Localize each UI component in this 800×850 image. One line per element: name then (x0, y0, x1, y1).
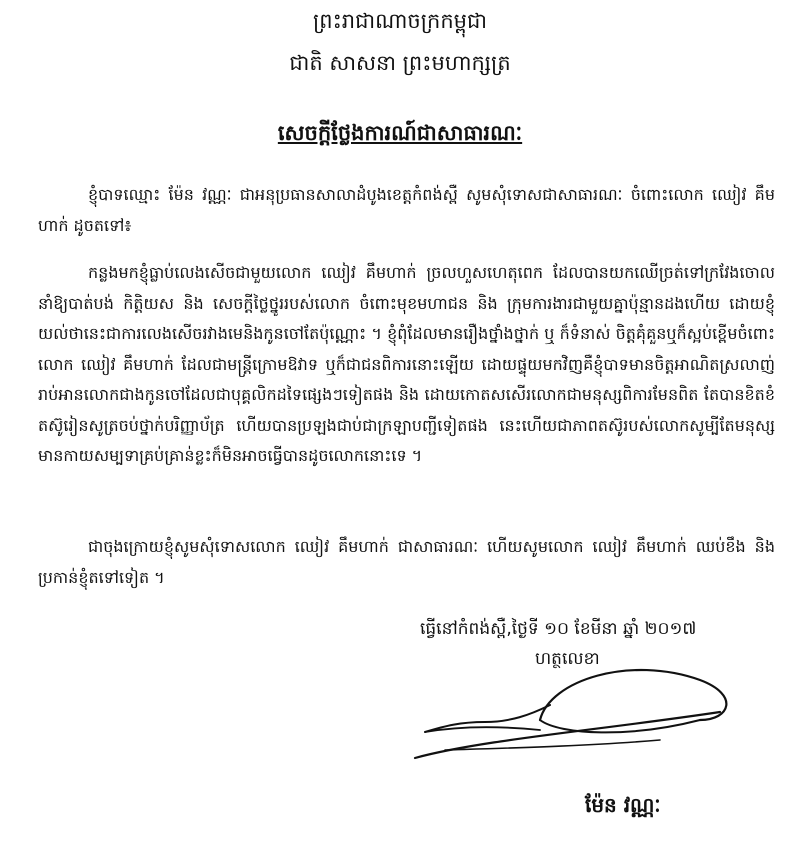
kingdom-heading: ព្រះរាជាណាចក្រកម្ពុជា (312, 9, 487, 33)
paragraph-intro: ខ្ញុំបាទឈ្មោះ ម៉ែន វណ្ណៈ ជាអនុប្រធានសាលាដំបូងខេត្តកំពង់ស្ពឺ សូមសុំទោសជាសាធារណៈ ចំពោះលោក ឈៀវ គឹមហាក់ ដូចតទៅ៖ (38, 185, 775, 235)
place-and-date: ធ្វើនៅកំពង់ស្ពឺ,ថ្ងៃទី ១០ ខែមីនា ឆ្នាំ ២០១៧ (420, 619, 697, 639)
paragraph-body: កន្លងមកខ្ញុំធ្លាប់លេងសើចជាមួយលោក ឈៀវ គឹមហាក់ ច្រលហួសហេតុពេក ដែលបានយកឈើច្រត់ទៅក្រវែងចោល នាំឱ្យបាត់បង់ កិត្តិយស និង សេចក្តីថ្លៃថ្នូររបស់លោក ចំពោះមុខមហាជន និង ក្រុមការងារជាមួយគ្នាប៉ុន្មានដងហើយ ដោយខ្ញុំយល់ថានេះជាការលេងសើចរវាងមេនិងកូនចៅតែប៉ុណ្ណោះ ។ ខ្ញុំពុំដែលមានរឿងថ្នាំងថ្នាក់ ឬ ក៏ទំនាស់ ចិត្តគុំគួនឬក៏ស្អប់ខ្ពើមចំពោះលោក ឈៀវ គឹមហាក់ ដែលជាមន្ត្រីក្រោមឱវាទ ឬក៏ជាជនពិការនោះឡើយ ដោយផ្ទុយមកវិញគឺខ្ញុំបាទមានចិត្តអាណិតស្រលាញ់រាប់អានលោកជាងកូនចៅដែលជាបុគ្គលិកដទៃផ្សេងៗទៀតផង និង ដោយកោតសសើរលោកជាមនុស្សពិការមែនពិត តែបានខិតខំ តស៊ូរៀនសូត្រចប់ថ្នាក់បរិញ្ញាប័ត្រ ហើយបានប្រឡងជាប់ជាក្រឡាបញ្ជីទៀតផង នេះហើយជាភាពតស៊ូរបស់លោកសូម្បីតែមនុស្សមានកាយសម្បទាគ្រប់គ្រាន់ខ្លះក៏មិនអាចធ្វើបានដូចលោកនោះទេ ។ (38, 263, 775, 465)
handwritten-signature (400, 660, 760, 780)
motto-heading: ជាតិ សាសនា ព្រះមហាក្សត្រ (289, 51, 511, 75)
document-title: សេចក្តីថ្លែងការណ៍ជាសាធារណៈ (277, 121, 523, 145)
signature-label: ហត្ថលេខា (535, 649, 600, 669)
signer-name: ម៉ែន វណ្ណៈ (585, 793, 661, 817)
paragraph-conclusion: ជាចុងក្រោយខ្ញុំសូមសុំទោសលោក ឈៀវ គឹមហាក់ ជាសាធារណៈ ហើយសូមលោក ឈៀវ គឹមហាក់ ឈប់ខឹង និង ប្រកាន់ខ្ញុំតទៅទៀត ។ (38, 537, 775, 587)
